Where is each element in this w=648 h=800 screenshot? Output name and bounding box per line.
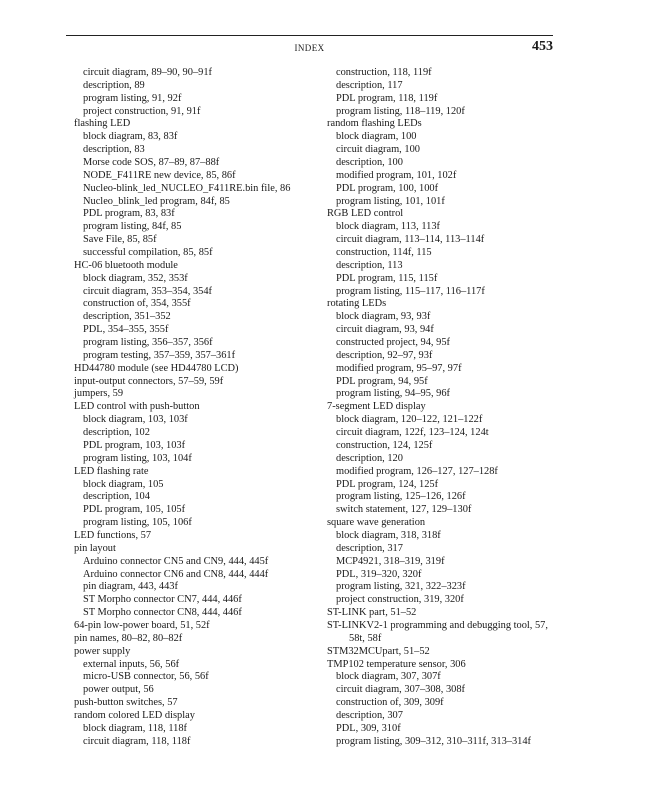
index-subentry: program listing, 115–117, 116–117f — [336, 285, 485, 297]
header-rule — [66, 35, 553, 36]
running-head — [66, 40, 553, 58]
index-subentry: modified program, 101, 102f — [336, 169, 457, 181]
index-subentry: description, 89 — [83, 79, 145, 91]
index-subentry: PDL program, 105, 105f — [83, 504, 186, 516]
index-subentry: description, 104 — [83, 491, 150, 503]
index-main-entry: HD44780 module (see HD44780 LCD) — [74, 362, 239, 374]
index-subentry: circuit diagram, 89–90, 90–91f — [83, 67, 212, 78]
index-subentry: block diagram, 93, 93f — [336, 311, 431, 323]
index-subentry: PDL program, 124, 125f — [336, 478, 439, 490]
index-subentry: pin diagram, 443, 443f — [83, 581, 178, 593]
index-subentry: ST Morpho connector CN7, 444, 446f — [83, 594, 242, 606]
index-subentry: circuit diagram, 113–114, 113–114f — [336, 234, 485, 246]
index-main-entry: STM32MCUpart, 51–52 — [327, 645, 430, 657]
index-subentry: program listing, 321, 322–323f — [336, 581, 466, 593]
index-subentry: switch statement, 127, 129–130f — [336, 504, 472, 516]
index-subentry: circuit diagram, 307–308, 308f — [336, 684, 465, 696]
index-main-entry: flashing LED — [74, 118, 131, 130]
index-subentry: block diagram, 307, 307f — [336, 671, 441, 683]
index-subentry: program listing, 101, 101f — [336, 195, 445, 207]
index-subentry: program listing, 84f, 85 — [83, 221, 182, 233]
index-subentry: PDL program, 100, 100f — [336, 182, 439, 194]
index-subentry: circuit diagram, 100 — [336, 144, 420, 156]
index-main-entry: 64-pin low-power board, 51, 52f — [74, 619, 210, 631]
index-subentry: program listing, 91, 92f — [83, 92, 182, 104]
index-subentry: description, 102 — [83, 427, 150, 439]
index-subentry: description, 317 — [336, 542, 403, 554]
index-subentry: construction, 124, 125f — [336, 439, 433, 451]
index-main-entry: rotating LEDs — [327, 298, 387, 310]
index-subentry: Arduino connector CN6 and CN8, 444, 444f — [83, 568, 269, 580]
index-subentry: PDL, 354–355, 355f — [83, 324, 169, 336]
index-main-entry: pin names, 80–82, 80–82f — [74, 632, 183, 644]
index-main-entry: LED functions, 57 — [74, 529, 152, 541]
index-subentry: program listing, 356–357, 356f — [83, 337, 213, 349]
index-subentry: description, 351–352 — [83, 311, 171, 323]
index-subentry: PDL program, 115, 115f — [336, 272, 438, 284]
index-subentry: power output, 56 — [83, 684, 154, 696]
index-main-entry: HC-06 bluetooth module — [74, 259, 178, 271]
index-main-entry: push-button switches, 57 — [74, 697, 178, 709]
index-main-entry: ST-LINK part, 51–52 — [327, 607, 417, 619]
index-subentry: program testing, 357–359, 357–361f — [83, 349, 236, 361]
index-subentry: micro-USB connector, 56, 56f — [83, 671, 209, 683]
index-main-entry: random flashing LEDs — [327, 118, 422, 130]
index-subentry: program listing, 125–126, 126f — [336, 491, 466, 503]
index-subentry: block diagram, 120–122, 121–122f — [336, 414, 483, 426]
index-subentry: block diagram, 83, 83f — [83, 131, 178, 143]
index-subentry: circuit diagram, 118, 118f — [83, 735, 191, 747]
index-subentry: block diagram, 103, 103f — [83, 414, 188, 426]
index-subentry: project construction, 319, 320f — [336, 594, 464, 606]
index-subentry: description, 117 — [336, 79, 403, 91]
index-subentry: description, 83 — [83, 144, 145, 156]
index-main-entry: pin layout — [74, 542, 116, 554]
index-column-left — [74, 67, 324, 749]
index-subentry: description, 92–97, 93f — [336, 349, 433, 361]
index-subentry: PDL, 319–320, 320f — [336, 568, 422, 580]
index-subentry: block diagram, 118, 118f — [83, 722, 187, 734]
index-subentry: constructed project, 94, 95f — [336, 337, 450, 349]
index-subentry: PDL, 309, 310f — [336, 722, 401, 734]
running-title: INDEX — [294, 43, 325, 53]
index-subentry: Save File, 85, 85f — [83, 234, 157, 246]
index-subentry: program listing, 118–119, 120f — [336, 105, 465, 117]
index-main-entry: ST-LINKV2-1 programming and debugging tool, 57, — [327, 619, 548, 631]
index-subentry: modified program, 126–127, 127–128f — [336, 465, 498, 477]
index-subentry: construction, 118, 119f — [336, 67, 432, 78]
index-subentry: program listing, 309–312, 310–311f, 313–314f — [336, 735, 532, 747]
index-column-right — [327, 67, 567, 749]
index-main-entry: LED control with push-button — [74, 401, 200, 413]
index-subentry: block diagram, 100 — [336, 131, 417, 143]
index-subentry: 58t, 58f — [349, 632, 382, 644]
index-subentry: NODE_F411RE new device, 85, 86f — [83, 169, 236, 181]
index-main-entry: 7-segment LED display — [327, 401, 426, 413]
index-subentry: circuit diagram, 122f, 123–124, 124t — [336, 427, 489, 439]
index-subentry: successful compilation, 85, 85f — [83, 247, 213, 259]
index-subentry: MCP4921, 318–319, 319f — [336, 555, 445, 567]
index-subentry: PDL program, 118, 119f — [336, 92, 438, 104]
index-subentry: construction, 114f, 115 — [336, 247, 432, 259]
index-subentry: program listing, 94–95, 96f — [336, 388, 450, 400]
index-subentry: Morse code SOS, 87–89, 87–88f — [83, 157, 220, 169]
index-main-entry: LED flashing rate — [74, 465, 149, 477]
index-subentry: Arduino connector CN5 and CN9, 444, 445f — [83, 555, 269, 567]
index-subentry: description, 113 — [336, 259, 403, 271]
index-subentry: Nucleo-blink_led_NUCLEO_F411RE.bin file, 86 — [83, 182, 291, 194]
index-subentry: program listing, 105, 106f — [83, 517, 192, 529]
index-subentry: PDL program, 103, 103f — [83, 439, 186, 451]
index-subentry: Nucleo_blink_led program, 84f, 85 — [83, 195, 230, 207]
index-subentry: block diagram, 318, 318f — [336, 529, 441, 541]
index-subentry: ST Morpho connector CN8, 444, 446f — [83, 607, 242, 619]
index-subentry: description, 100 — [336, 157, 403, 169]
index-subentry: description, 307 — [336, 709, 403, 721]
index-subentry: external inputs, 56, 56f — [83, 658, 180, 670]
index-subentry: description, 120 — [336, 452, 403, 464]
index-subentry: program listing, 103, 104f — [83, 452, 192, 464]
index-subentry: modified program, 95–97, 97f — [336, 362, 462, 374]
index-main-entry: square wave generation — [327, 517, 426, 529]
index-subentry: circuit diagram, 93, 94f — [336, 324, 434, 336]
index-subentry: construction of, 354, 355f — [83, 298, 191, 310]
index-subentry: PDL program, 83, 83f — [83, 208, 175, 220]
index-subentry: circuit diagram, 353–354, 354f — [83, 285, 212, 297]
index-main-entry: input-output connectors, 57–59, 59f — [74, 375, 224, 387]
index-main-entry: TMP102 temperature sensor, 306 — [327, 658, 466, 670]
index-main-entry: jumpers, 59 — [74, 388, 124, 400]
index-main-entry: RGB LED control — [327, 208, 404, 220]
page-number: 453 — [532, 39, 553, 54]
index-main-entry: power supply — [74, 645, 131, 657]
index-subentry: project construction, 91, 91f — [83, 105, 201, 117]
index-subentry: PDL program, 94, 95f — [336, 375, 428, 387]
index-subentry: block diagram, 113, 113f — [336, 221, 440, 233]
index-subentry: block diagram, 105 — [83, 478, 164, 490]
index-main-entry: random colored LED display — [74, 709, 195, 721]
index-subentry: block diagram, 352, 353f — [83, 272, 188, 284]
index-subentry: construction of, 309, 309f — [336, 697, 444, 709]
